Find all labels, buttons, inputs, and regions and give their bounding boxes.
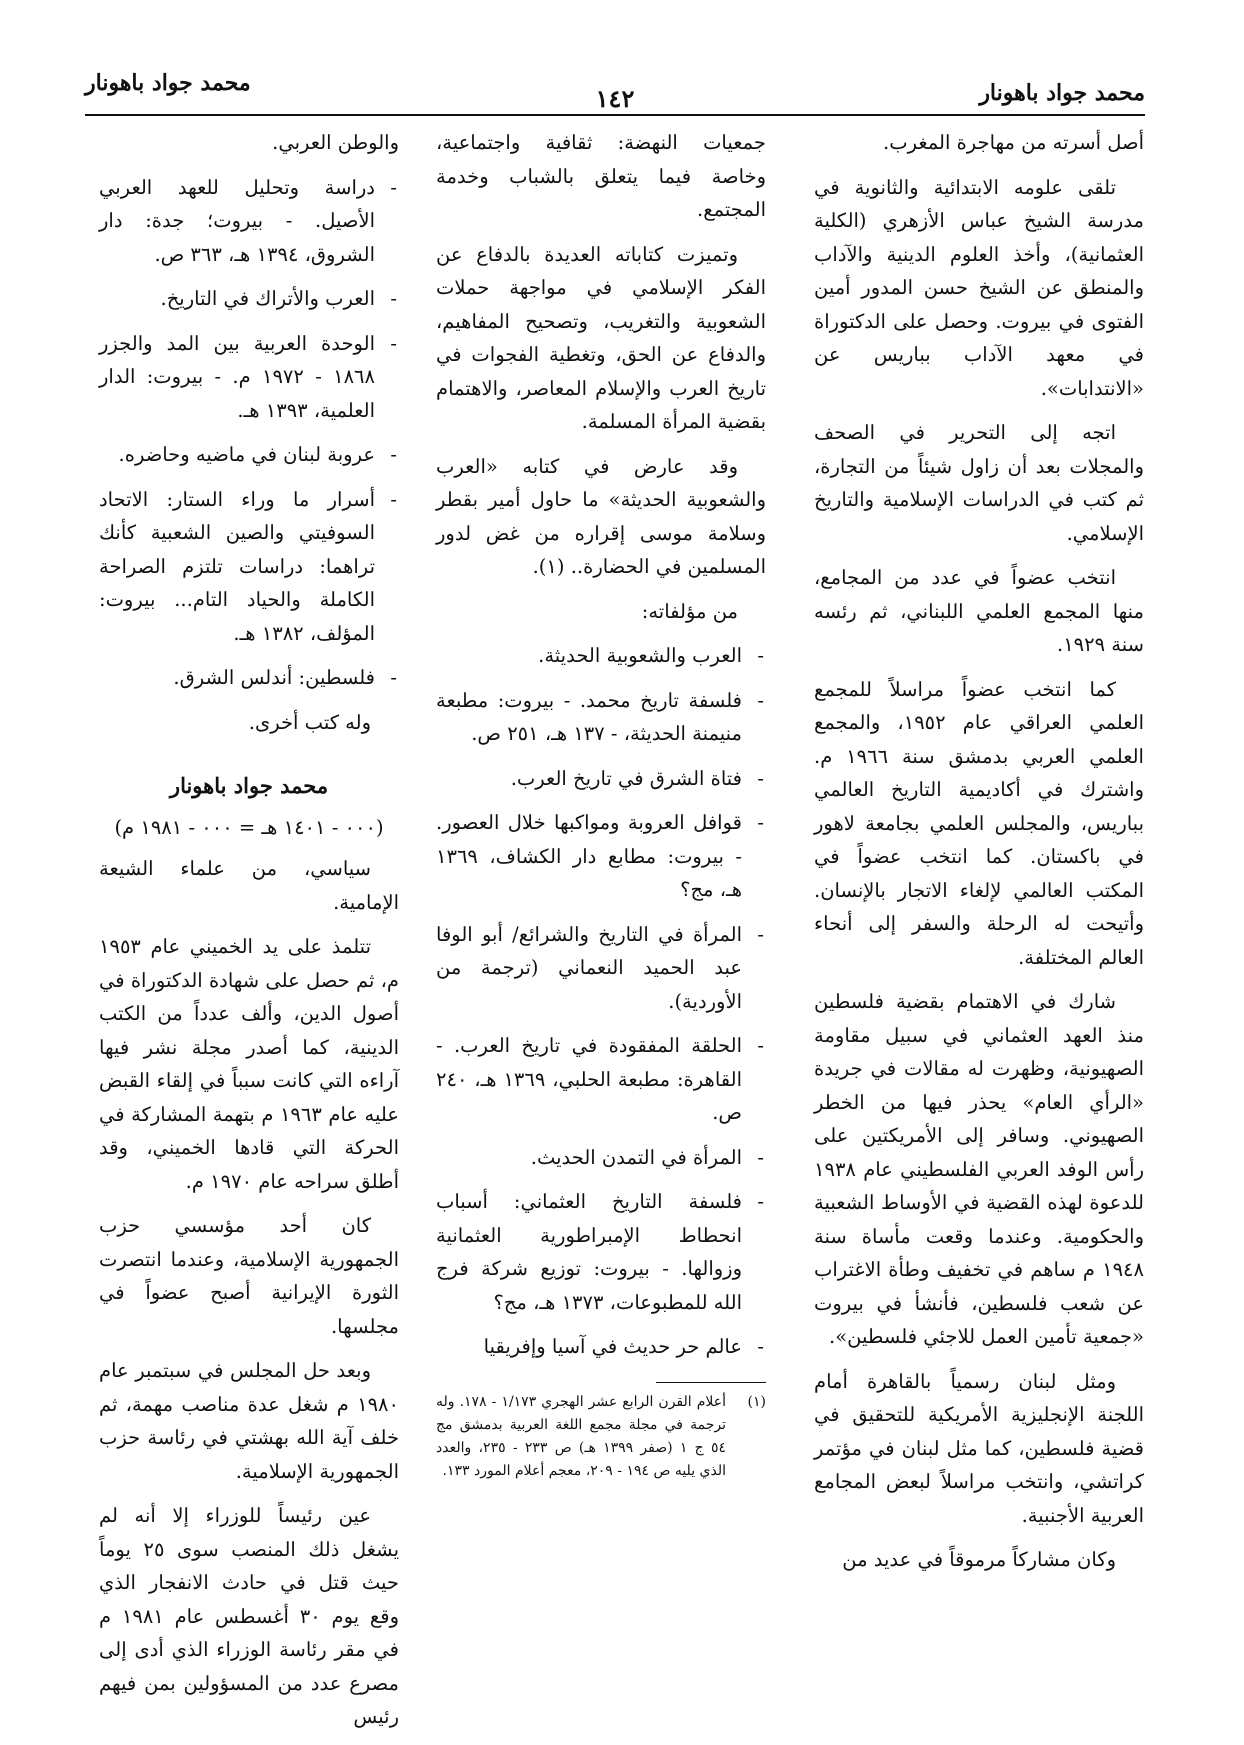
running-title-left: محمد جواد باهونار <box>85 70 251 96</box>
list-item: - قوافل العروبة ومواكبها خلال العصور. - بيروت: مطابع دار الكشاف، ١٣٦٩ هـ، مج؟ <box>436 811 764 901</box>
page-header <box>85 70 1145 113</box>
work-title: الحلقة المفقودة في تاريخ العرب. - القاهرة: مطبعة الحلبي، ١٣٦٩ هـ، ٢٤٠ ص. <box>436 1034 742 1124</box>
paragraph: تتلمذ على يد الخميني عام ١٩٥٣ م، ثم حصل على شهادة الدكتوراة في أصول الدين، وألف عدداً من الكتب الدينية، كما أصدر مجلة نشر فيها آراءه التي كانت سبباً في إلقاء القبض عليه عام ١٩٦٣ م بتهمة المشاركة في الحركة التي قادها الخميني، وقد أطلق سراحه عام ١٩٧٠ م. <box>99 935 399 1193</box>
paragraph: وكان مشاركاً مرموقاً في عديد من <box>842 1548 1116 1571</box>
paragraph: انتخب عضواً في عدد من المجامع، منها المجمع العلمي اللبناني، ثم رئسه سنة ١٩٢٩. <box>814 566 1144 656</box>
paragraph: وتميزت كتاباته العديدة بالدفاع عن الفكر الإسلامي في مواجهة حملات الشعوبية والتغريب، وتصحيح المفاهيم، والدفاع عن الحق، وتغطية الفجوات في تاريخ العرب والإسلام المعاصر، والاهتمام بقضية المرأة المسلمة. <box>436 242 766 433</box>
footnote-text: أعلام القرن الرابع عشر الهجري ١/١٧٣ - ١٧٨. وله ترجمة في مجلة مجمع اللغة العربية بدمشق مج ٥٤ ج ١ (صفر ١٣٩٩ هـ) ص ٢٣٣ - ٢٣٥، والعدد الذي يليه ص ١٩٤ - ٢٠٩، معجم أعلام المورد ١٣٣. <box>436 1393 726 1479</box>
paragraph: تلقى علومه الابتدائية والثانوية في مدرسة الشيخ عباس الأزهري (الكلية العثمانية)، وأخذ العلوم الدينية والآداب والمنطق عن الشيخ حسن المدور أمين الفتوى في بيروت. وحصل على الدكتوراة في معهد الآداب بباريس عن «الانتدابات». <box>814 175 1144 400</box>
work-title: فلسفة التاريخ العثماني: أسباب انحطاط الإمبراطورية العثمانية وزوالها. - بيروت: توزيع شركة فرج الله للمطبوعات، ١٣٧٣ هـ، مج؟ <box>436 1190 742 1314</box>
paragraph: وقد عارض في كتابه «العرب والشعوبية الحديثة» ما حاول أمير بقطر وسلامة موسى إقراره من غض لدور المسلمين في الحضارة.. (١). <box>436 454 766 578</box>
list-item: - دراسة وتحليل للعهد العربي الأصيل. - بيروت؛ جدة: دار الشروق، ١٣٩٤ هـ، ٣٦٣ ص. <box>99 175 397 266</box>
list-item: - العرب والأتراك في التاريخ. <box>160 287 397 310</box>
work-title: أسرار ما وراء الستار: الاتحاد السوفيتي والصين الشعبية كأنك تراهما: دراسات تلتزم الصراحة الكاملة والحياد التام... بيروت: المؤلف، ١٣٨٢ هـ. <box>99 487 375 645</box>
list-item: - عالم حر حديث في آسيا وإفريقيا <box>483 1335 764 1358</box>
paragraph: اتجه إلى التحرير في الصحف والمجلات بعد أن زاول شيئاً من التجارة، ثم كتب في الدراسات الإسلامية والتاريخ الإسلامي. <box>814 421 1144 545</box>
work-title: العرب والأتراك في التاريخ. <box>160 287 375 310</box>
list-item: - أسرار ما وراء الستار: الاتحاد السوفيتي والصين الشعبية كأنك تراهما: دراسات تلتزم الصراحة الكاملة والحياد التام... بيروت: المؤلف، ١٣٨٢ هـ. <box>99 487 397 645</box>
list-item: - فتاة الشرق في تاريخ العرب. <box>510 766 764 790</box>
paragraph: سياسي، من علماء الشيعة الإمامية. <box>99 857 399 914</box>
list-item: - فلسطين: أندلس الشرق. <box>173 666 397 689</box>
column-middle <box>436 126 766 1483</box>
paragraph: وله كتب أخرى. <box>248 710 371 734</box>
work-title: المرأة في التمدن الحديث. <box>530 1145 742 1169</box>
work-title: فلسفة تاريخ محمد. - بيروت: مطبعة منيمنة الحديثة، - ١٣٧ هـ، ٢٥١ ص. <box>436 688 742 745</box>
biography-title: محمد جواد باهونار <box>169 773 329 798</box>
paragraph: جمعيات النهضة: ثقافية واجتماعية، وخاصة فيما يتعلق بالشباب وخدمة المجتمع. <box>436 131 766 221</box>
list-item: - فلسفة تاريخ محمد. - بيروت: مطبعة منيمنة الحديثة، - ١٣٧ هـ، ٢٥١ ص. <box>436 688 764 745</box>
paragraph: عين رئيساً للوزراء إلا أنه لم يشغل ذلك المنصب سوى ٢٥ يوماً حيث قتل في حادث الانفجار الذي وقع يوم ٣٠ أغسطس عام ١٩٨١ م في مقر رئاسة الوزراء الذي أدى إلى مصرع عدد من المسؤولين بمن فيهم رئيس <box>99 1504 399 1728</box>
work-title: فلسطين: أندلس الشرق. <box>173 666 375 689</box>
biography-dates: (٠٠٠ - ١٤٠١ هـ = ٠٠٠ - ١٩٨١ م) <box>114 815 384 839</box>
paragraph: كما انتخب عضواً مراسلاً للمجمع العلمي العراقي عام ١٩٥٢، والمجمع العلمي العربي بدمشق سنة ١٩٦٦ م. واشترك في أكاديمية التاريخ العالمي بباريس، والمجلس العلمي بجامعة لاهور في باكستان. كما انتخب عضواً في المكتب العالمي لإلغاء الاتجار بالإنسان. وأتيحت له الرحلة والسفر إلى أنحاء العالم المختلفة. <box>814 677 1145 969</box>
paragraph: وبعد حل المجلس في سبتمبر عام ١٩٨٠ م شغل عدة مناصب مهمة، ثم خلف آية الله بهشتي في رئاسة حزب الجمهورية الإسلامية. <box>99 1359 399 1483</box>
work-title: فتاة الشرق في تاريخ العرب. <box>510 766 742 790</box>
list-item: - الحلقة المفقودة في تاريخ العرب. - القاهرة: مطبعة الحلبي، ١٣٦٩ هـ، ٢٤٠ ص. <box>436 1034 764 1124</box>
list-item: - العرب والشعوبية الحديثة. <box>538 644 764 667</box>
work-title: عالم حر حديث في آسيا وإفريقيا <box>483 1335 742 1358</box>
paragraph: شارك في الاهتمام بقضية فلسطين منذ العهد العثماني في سبيل مقاومة الصهيونية، وظهرت له مقالات في جريدة «الرأي العام» يحذر فيها من الخطر الصهيوني. وسافر إلى الأمريكتين على رأس الوفد العربي الفلسطيني عام ١٩٣٨ للدعوة لهذه القضية في الأوساط الشعبية والحكومية. وعندما وقعت مأساة سنة ١٩٤٨ م ساهم في تخفيف وطأة الاغتراب عن شعب فلسطين، فأنشأ في بيروت «جمعية تأمين العمل للاجئي فلسطين». <box>814 990 1144 1348</box>
work-title: دراسة وتحليل للعهد العربي الأصيل. - بيروت؛ جدة: دار الشروق، ١٣٩٤ هـ، ٣٦٣ ص. <box>99 175 375 266</box>
column-left <box>99 126 399 1745</box>
footnote <box>436 1391 766 1483</box>
paragraph: والوطن العربي. <box>272 131 399 154</box>
column-right <box>814 126 1144 1588</box>
list-item: - عروبة لبنان في ماضيه وحاضره. <box>118 443 397 466</box>
works-intro: من مؤلفاته: <box>641 599 738 623</box>
footnote-rule <box>656 1382 766 1383</box>
page-number: ١٤٢ <box>595 84 635 113</box>
work-title: قوافل العروبة ومواكبها خلال العصور. - بيروت: مطابع دار الكشاف، ١٣٦٩ هـ، مج؟ <box>436 811 742 901</box>
work-title: المرأة في التاريخ والشرائع/ أبو الوفا عبد الحميد النعماني (ترجمة من الأوردية). <box>436 922 742 1013</box>
header-rule <box>85 114 1145 116</box>
list-item: - فلسفة التاريخ العثماني: أسباب انحطاط الإمبراطورية العثمانية وزوالها. - بيروت: توزيع شركة فرج الله للمطبوعات، ١٣٧٣ هـ، مج؟ <box>436 1190 764 1314</box>
footnote-number: (١) <box>747 1393 766 1410</box>
work-title: الوحدة العربية بين المد والجزر ١٨٦٨ - ١٩٧٢ م. - بيروت: الدار العلمية، ١٣٩٣ هـ. <box>99 331 375 422</box>
list-item: - المرأة في التاريخ والشرائع/ أبو الوفا عبد الحميد النعماني (ترجمة من الأوردية). <box>436 922 764 1013</box>
work-title: العرب والشعوبية الحديثة. <box>538 644 742 667</box>
paragraph: كان أحد مؤسسي حزب الجمهورية الإسلامية، وعندما انتصرت الثورة الإيرانية أصبح عضواً في مجلسها. <box>99 1214 399 1338</box>
work-title: عروبة لبنان في ماضيه وحاضره. <box>118 443 375 466</box>
running-title-right: محمد جواد باهونار <box>979 80 1145 106</box>
paragraph: أصل أسرته من مهاجرة المغرب. <box>883 131 1144 154</box>
list-item: - الوحدة العربية بين المد والجزر ١٨٦٨ - ١٩٧٢ م. - بيروت: الدار العلمية، ١٣٩٣ هـ. <box>99 331 397 422</box>
paragraph: ومثل لبنان رسمياً بالقاهرة أمام اللجنة الإنجليزية الأمريكية للتحقيق في قضية فلسطين، كما مثل لبنان في مؤتمر كراتشي، وانتخب مراسلاً لبعض المجامع العربية الأجنبية. <box>814 1369 1144 1527</box>
list-item: - المرأة في التمدن الحديث. <box>530 1145 764 1169</box>
